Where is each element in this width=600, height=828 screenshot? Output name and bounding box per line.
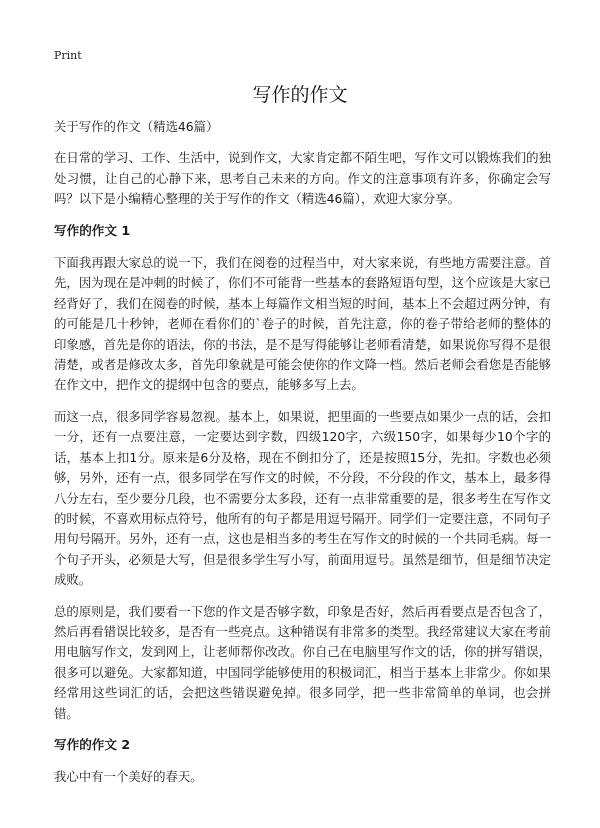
intro-paragraph: 在日常的学习、工作、生活中，说到作文，大家肯定都不陌生吧，写作文可以锻炼我们的独处习惯，让自己的心静下来，思考自己未来的方向。作文的注意事项有许多，你确定会写吗？以下是小编精心整理的关于写作的作文（精选46篇），欢迎大家分享。 [54, 150, 551, 207]
section-1 [54, 221, 551, 724]
print-link[interactable]: Print [54, 49, 82, 62]
document-subtitle: 关于写作的作文（精选46篇） [54, 119, 219, 134]
section-heading: 写作的作文 1 [54, 222, 131, 238]
document-body [54, 117, 551, 799]
document-title: 写作的作文 [252, 84, 348, 106]
section-2 [54, 735, 551, 788]
section-paragraph: 而这一点，很多同学容易忽视。基本上，如果说，把里面的一些要点如果少一点的话，会扣一分，还有一点要注意，一定要达到字数，四级120字，六级150字，如果每少10个字的话，基本上扣1分。原来是6分及格，现在不倒扣分了，还是按照15分，先扣。字数也必须够，另外，还有一点，很多同学在写作文的时候，不分段，不分段的作文，基本上，最多得八分左右，至少要分几段，也不需要分太多段，还有一点非常重要的是，很多考生在写作文的时候，不喜欢用标点符号，他所有的句子都是用逗号隔开。同学们一定要注意，不同句子用句号隔开。另外，还有一点，这也是相当多的考生在写作文的时候的一个共同毛病。每一个句子开头，必须是大写，但是很多学生写小写，前面用逗号。虽然是细节，但是细节决定成败。 [54, 408, 551, 588]
section-paragraph: 总的原则是，我们要看一下您的作文是否够字数，印象是否好，然后再看要点是否包含了，然后再看错误比较多，是否有一些亮点。这种错误有非常多的类型。我经常建议大家在考前用电脑写作文，发到网上，让老师帮你改改。你自己在电脑里写作文的话，你的拼写错误，很多可以避免。大家都知道，中国同学能够使用的积极词汇，相当于基本上非常少。你如果经常用这些词汇的话，会把这些错误避免掉。很多同学，把一些非常简单的单词，也会拼错。 [54, 603, 551, 721]
section-paragraph: 我心中有一个美好的春天。 [54, 769, 203, 785]
section-paragraph: 下面我再跟大家总的说一下，我们在阅卷的过程当中，对大家来说，有些地方需要注意。首先，因为现在是冲刺的时候了，你们不可能背一些基本的套路短语句型，这个应该是大家已经背好了，我们在阅卷的时候，基本上每篇作文相当短的时间，基本上不会超过两分钟，有的可能是几十秒钟，老师在看你们的`卷子的时候，首先注意，你的卷子带给老师的整体的印象感，首先是你的语法，你的书法，是不是写得能够让老师看清楚，如果说你写得不是很清楚，或者是修改太多，首先印象就是可能会使你的作文降一档。然后老师会看您是否能够在作文中，把作文的提纲中包含的要点，能够多写上去。 [54, 255, 551, 393]
section-heading: 写作的作文 2 [54, 736, 131, 752]
